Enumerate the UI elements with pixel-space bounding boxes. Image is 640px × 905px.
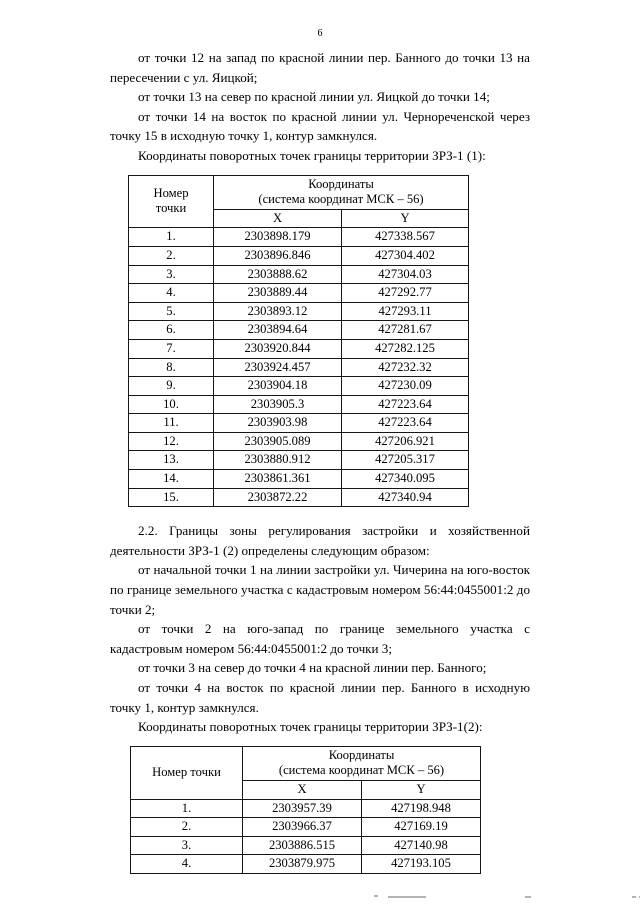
cell-coordinate-y: 427304.03 bbox=[342, 265, 469, 284]
cell-coordinate-x: 2303905.3 bbox=[214, 395, 342, 414]
cell-coordinate-y: 427293.11 bbox=[342, 302, 469, 321]
header-cell-y: Y bbox=[342, 209, 469, 228]
header-point-number-line-2: точки bbox=[155, 201, 187, 216]
cell-coordinate-y: 427292.77 bbox=[342, 284, 469, 303]
cell-point-number: 13. bbox=[129, 451, 214, 470]
table-row bbox=[129, 358, 469, 377]
table-row bbox=[131, 818, 481, 837]
table-row bbox=[129, 321, 469, 340]
table-row bbox=[129, 339, 469, 358]
cell-coordinate-y: 427205.317 bbox=[342, 451, 469, 470]
page-number: 6 bbox=[317, 28, 323, 39]
cell-coordinate-x: 2303888.62 bbox=[214, 265, 342, 284]
cell-point-number: 14. bbox=[129, 470, 214, 489]
paragraph-point-4: от точки 4 на восток по красной линии пер. Банного в исходную точку 1, контур замкнулся. bbox=[110, 680, 530, 715]
table-row bbox=[131, 799, 481, 818]
cell-coordinate-y: 427340.94 bbox=[342, 488, 469, 507]
header-coordinates-title: Координаты bbox=[308, 176, 374, 191]
cell-coordinate-y: 427232.32 bbox=[342, 358, 469, 377]
table-two-header-row-title bbox=[131, 746, 481, 780]
cell-coordinate-x: 2303920.844 bbox=[214, 339, 342, 358]
cell-coordinate-x: 2303861.361 bbox=[214, 470, 342, 489]
cell-point-number: 9. bbox=[129, 377, 214, 396]
header-cell-coordinates bbox=[243, 746, 481, 780]
cell-coordinate-x: 2303872.22 bbox=[214, 488, 342, 507]
scan-artifact-bottom bbox=[0, 886, 640, 902]
table-row bbox=[129, 265, 469, 284]
table-row bbox=[129, 284, 469, 303]
cell-coordinate-x: 2303903.98 bbox=[214, 414, 342, 433]
cell-coordinate-y: 427230.09 bbox=[342, 377, 469, 396]
cell-coordinate-x: 2303904.18 bbox=[214, 377, 342, 396]
cell-point-number: 2. bbox=[129, 246, 214, 265]
table-two-body bbox=[131, 799, 481, 873]
table-row bbox=[129, 246, 469, 265]
coordinates-table-zrz-1-1 bbox=[128, 175, 469, 508]
table-row bbox=[129, 377, 469, 396]
table-row bbox=[129, 470, 469, 489]
header-cell-point-number: Номер точки bbox=[131, 746, 243, 799]
spacer-before-table-two bbox=[110, 737, 530, 746]
cell-coordinate-y: 427338.567 bbox=[342, 228, 469, 247]
paragraph-start-point-1: от начальной точки 1 на линии застройки ул. Чичерина на юго-восток по границе земельного участка с кадастровым номером 56:44:0455001:2 до точки 2; bbox=[110, 562, 530, 617]
spacer-before-table-one bbox=[110, 166, 530, 175]
cell-coordinate-y: 427304.402 bbox=[342, 246, 469, 265]
cell-coordinate-y: 427206.921 bbox=[342, 432, 469, 451]
cell-coordinate-x: 2303880.912 bbox=[214, 451, 342, 470]
coordinates-table-zrz-1-2 bbox=[130, 746, 481, 874]
cell-coordinate-x: 2303893.12 bbox=[214, 302, 342, 321]
header-coordinates-system: (система координат МСК – 56) bbox=[278, 763, 445, 778]
table-row bbox=[129, 451, 469, 470]
cell-point-number: 6. bbox=[129, 321, 214, 340]
cell-point-number: 5. bbox=[129, 302, 214, 321]
table-row bbox=[131, 855, 481, 874]
cell-point-number: 15. bbox=[129, 488, 214, 507]
cell-coordinate-y: 427223.64 bbox=[342, 395, 469, 414]
header-cell-x: X bbox=[243, 780, 362, 799]
header-cell-coordinates bbox=[214, 175, 469, 209]
cell-point-number: 11. bbox=[129, 414, 214, 433]
cell-coordinate-x: 2303879.975 bbox=[243, 855, 362, 874]
cell-coordinate-x: 2303957.39 bbox=[243, 799, 362, 818]
cell-coordinate-y: 427282.125 bbox=[342, 339, 469, 358]
cell-coordinate-y: 427281.67 bbox=[342, 321, 469, 340]
cell-coordinate-y: 427198.948 bbox=[362, 799, 481, 818]
table-row bbox=[129, 488, 469, 507]
table-row bbox=[129, 302, 469, 321]
table-row bbox=[131, 836, 481, 855]
cell-coordinate-x: 2303966.37 bbox=[243, 818, 362, 837]
cell-point-number: 1. bbox=[131, 799, 243, 818]
cell-point-number: 7. bbox=[129, 339, 214, 358]
paragraph-section-2-2: 2.2. Границы зоны регулирования застройки и хозяйственной деятельности ЗРЗ-1 (2) определены следующим образом: bbox=[110, 523, 530, 558]
cell-point-number: 4. bbox=[129, 284, 214, 303]
cell-coordinate-y: 427340.095 bbox=[342, 470, 469, 489]
cell-point-number: 1. bbox=[129, 228, 214, 247]
table-two-wrapper bbox=[110, 746, 530, 874]
header-coordinates-title: Координаты bbox=[328, 747, 395, 762]
table-one-body bbox=[129, 228, 469, 507]
table-row bbox=[129, 414, 469, 433]
cell-coordinate-x: 2303924.457 bbox=[214, 358, 342, 377]
cell-point-number: 12. bbox=[129, 432, 214, 451]
cell-point-number: 3. bbox=[129, 265, 214, 284]
spacer-after-table-one bbox=[110, 507, 530, 521]
cell-coordinate-y: 427193.105 bbox=[362, 855, 481, 874]
table-header-row-title bbox=[129, 175, 469, 209]
paragraph-point-13: от точки 13 на север по красной линии ул. Яицкой до точки 14; bbox=[138, 89, 490, 105]
header-cell-point-number bbox=[129, 175, 214, 228]
cell-point-number: 3. bbox=[131, 836, 243, 855]
paragraph-coords-intro-2: Координаты поворотных точек границы территории ЗРЗ-1(2): bbox=[138, 719, 483, 735]
table-row bbox=[129, 228, 469, 247]
cell-coordinate-x: 2303894.64 bbox=[214, 321, 342, 340]
paragraph-point-3: от точки 3 на север до точки 4 на красной линии пер. Банного; bbox=[138, 660, 487, 676]
cell-coordinate-y: 427169.19 bbox=[362, 818, 481, 837]
paragraph-coords-intro-1: Координаты поворотных точек границы территории ЗРЗ-1 (1): bbox=[138, 147, 486, 163]
cell-point-number: 2. bbox=[131, 818, 243, 837]
cell-coordinate-x: 2303905.089 bbox=[214, 432, 342, 451]
header-cell-y: Y bbox=[362, 780, 481, 799]
cell-point-number: 4. bbox=[131, 855, 243, 874]
cell-coordinate-y: 427140.98 bbox=[362, 836, 481, 855]
cell-coordinate-x: 2303889.44 bbox=[214, 284, 342, 303]
table-row bbox=[129, 432, 469, 451]
header-point-number-line-1: Номер bbox=[153, 186, 189, 201]
paragraph-point-12: от точки 12 на запад по красной линии пер. Банного до точки 13 на пересечении с ул. Яицкой; bbox=[110, 50, 530, 85]
header-cell-x: X bbox=[214, 209, 342, 228]
cell-coordinate-y: 427223.64 bbox=[342, 414, 469, 433]
table-row bbox=[129, 395, 469, 414]
cell-point-number: 8. bbox=[129, 358, 214, 377]
cell-coordinate-x: 2303896.846 bbox=[214, 246, 342, 265]
paragraph-point-14: от точки 14 на восток по красной линии ул. Чернореченской через точку 15 в исходную точку 1, контур замкнулся. bbox=[110, 108, 530, 144]
document-content bbox=[110, 48, 530, 874]
cell-coordinate-x: 2303886.515 bbox=[243, 836, 362, 855]
cell-point-number: 10. bbox=[129, 395, 214, 414]
paragraph-point-2: от точки 2 на юго-запад по границе земельного участка с кадастровым номером 56:44:0455001:2 до точки 3; bbox=[110, 621, 530, 656]
header-coordinates-system: (система координат МСК – 56) bbox=[258, 192, 424, 207]
cell-coordinate-x: 2303898.179 bbox=[214, 228, 342, 247]
table-one-wrapper bbox=[110, 175, 530, 508]
